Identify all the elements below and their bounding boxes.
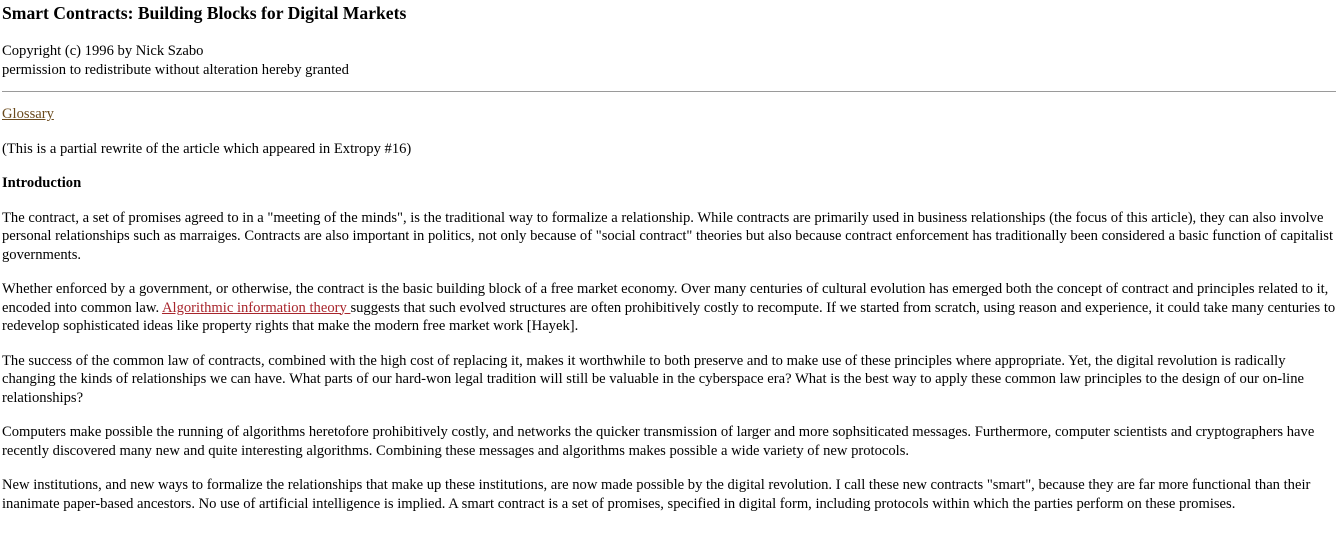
introduction-heading: Introduction <box>2 175 82 191</box>
redistribution-line: permission to redistribute without alteration hereby granted <box>2 61 349 78</box>
paragraph-5: New institutions, and new ways to formalize the relationships that make up these institutions, are now made possible by the digital revolution. I call these new contracts "smart", because they are far more functional than their inanimate paper-based ancestors. No use of artificial intelligence is implied. A smart contract is a set of promises, specified in digital form, including protocols within which the parties perform on these promises. <box>2 477 1311 512</box>
paragraph-2-text-before: Whether enforced by a government, or otherwise, the contract is the basic building block of a free market economy. Over many centuries of cultural evolution has emerged both the concept of contract and principles related to it, encoded into common law. <box>2 281 1329 316</box>
glossary-row <box>2 105 1336 124</box>
algorithmic-information-theory-link[interactable]: Algorithmic information theory <box>161 299 351 316</box>
paragraph-2-text-after: suggests that such evolved structures are often prohibitively costly to recompute. If we started from scratch, using reason and experience, it could take many centuries to redevelop sophisticated ideas like property rights that make the modern free market work [Hayek]. <box>2 299 1336 334</box>
paragraph-3: The success of the common law of contracts, combined with the high cost of replacing it, makes it worthwhile to both preserve and to make use of these principles where appropriate. Yet, the digital revolution is radically changing the kinds of relationships we can have. What parts of our hard-won legal tradition will still be valuable in the cyberspace era? What is the best way to apply these common law principles to the design of our on-line relationships? <box>2 352 1304 406</box>
article-title: Smart Contracts: Building Blocks for Digital Markets <box>2 3 407 23</box>
copyright-line: Copyright (c) 1996 by Nick Szabo <box>2 43 204 59</box>
paragraph-2 <box>2 280 1336 336</box>
horizontal-rule <box>2 91 1336 92</box>
copyright-notice <box>2 42 1336 79</box>
glossary-link[interactable]: Glossary <box>2 106 54 122</box>
paragraph-4: Computers make possible the running of algorithms heretofore prohibitively costly, and networks the quicker transmission of larger and more sophsiticated messages. Furthermore, computer scientists and cryptographers have recently discovered many new and quite interesting algorithms. Combining these messages and algorithms makes possible a wide variety of new protocols. <box>2 424 1315 459</box>
paragraph-1: The contract, a set of promises agreed to in a "meeting of the minds", is the traditional way to formalize a relationship. While contracts are primarily used in business relationships (the focus of this article), they can also involve personal relationships such as marraiges. Contracts are also important in politics, not only because of "social contract" theories but also because contract enforcement has traditionally been considered a basic function of capitalist governments. <box>2 209 1333 263</box>
rewrite-note: (This is a partial rewrite of the article which appeared in Extropy #16) <box>2 140 412 157</box>
